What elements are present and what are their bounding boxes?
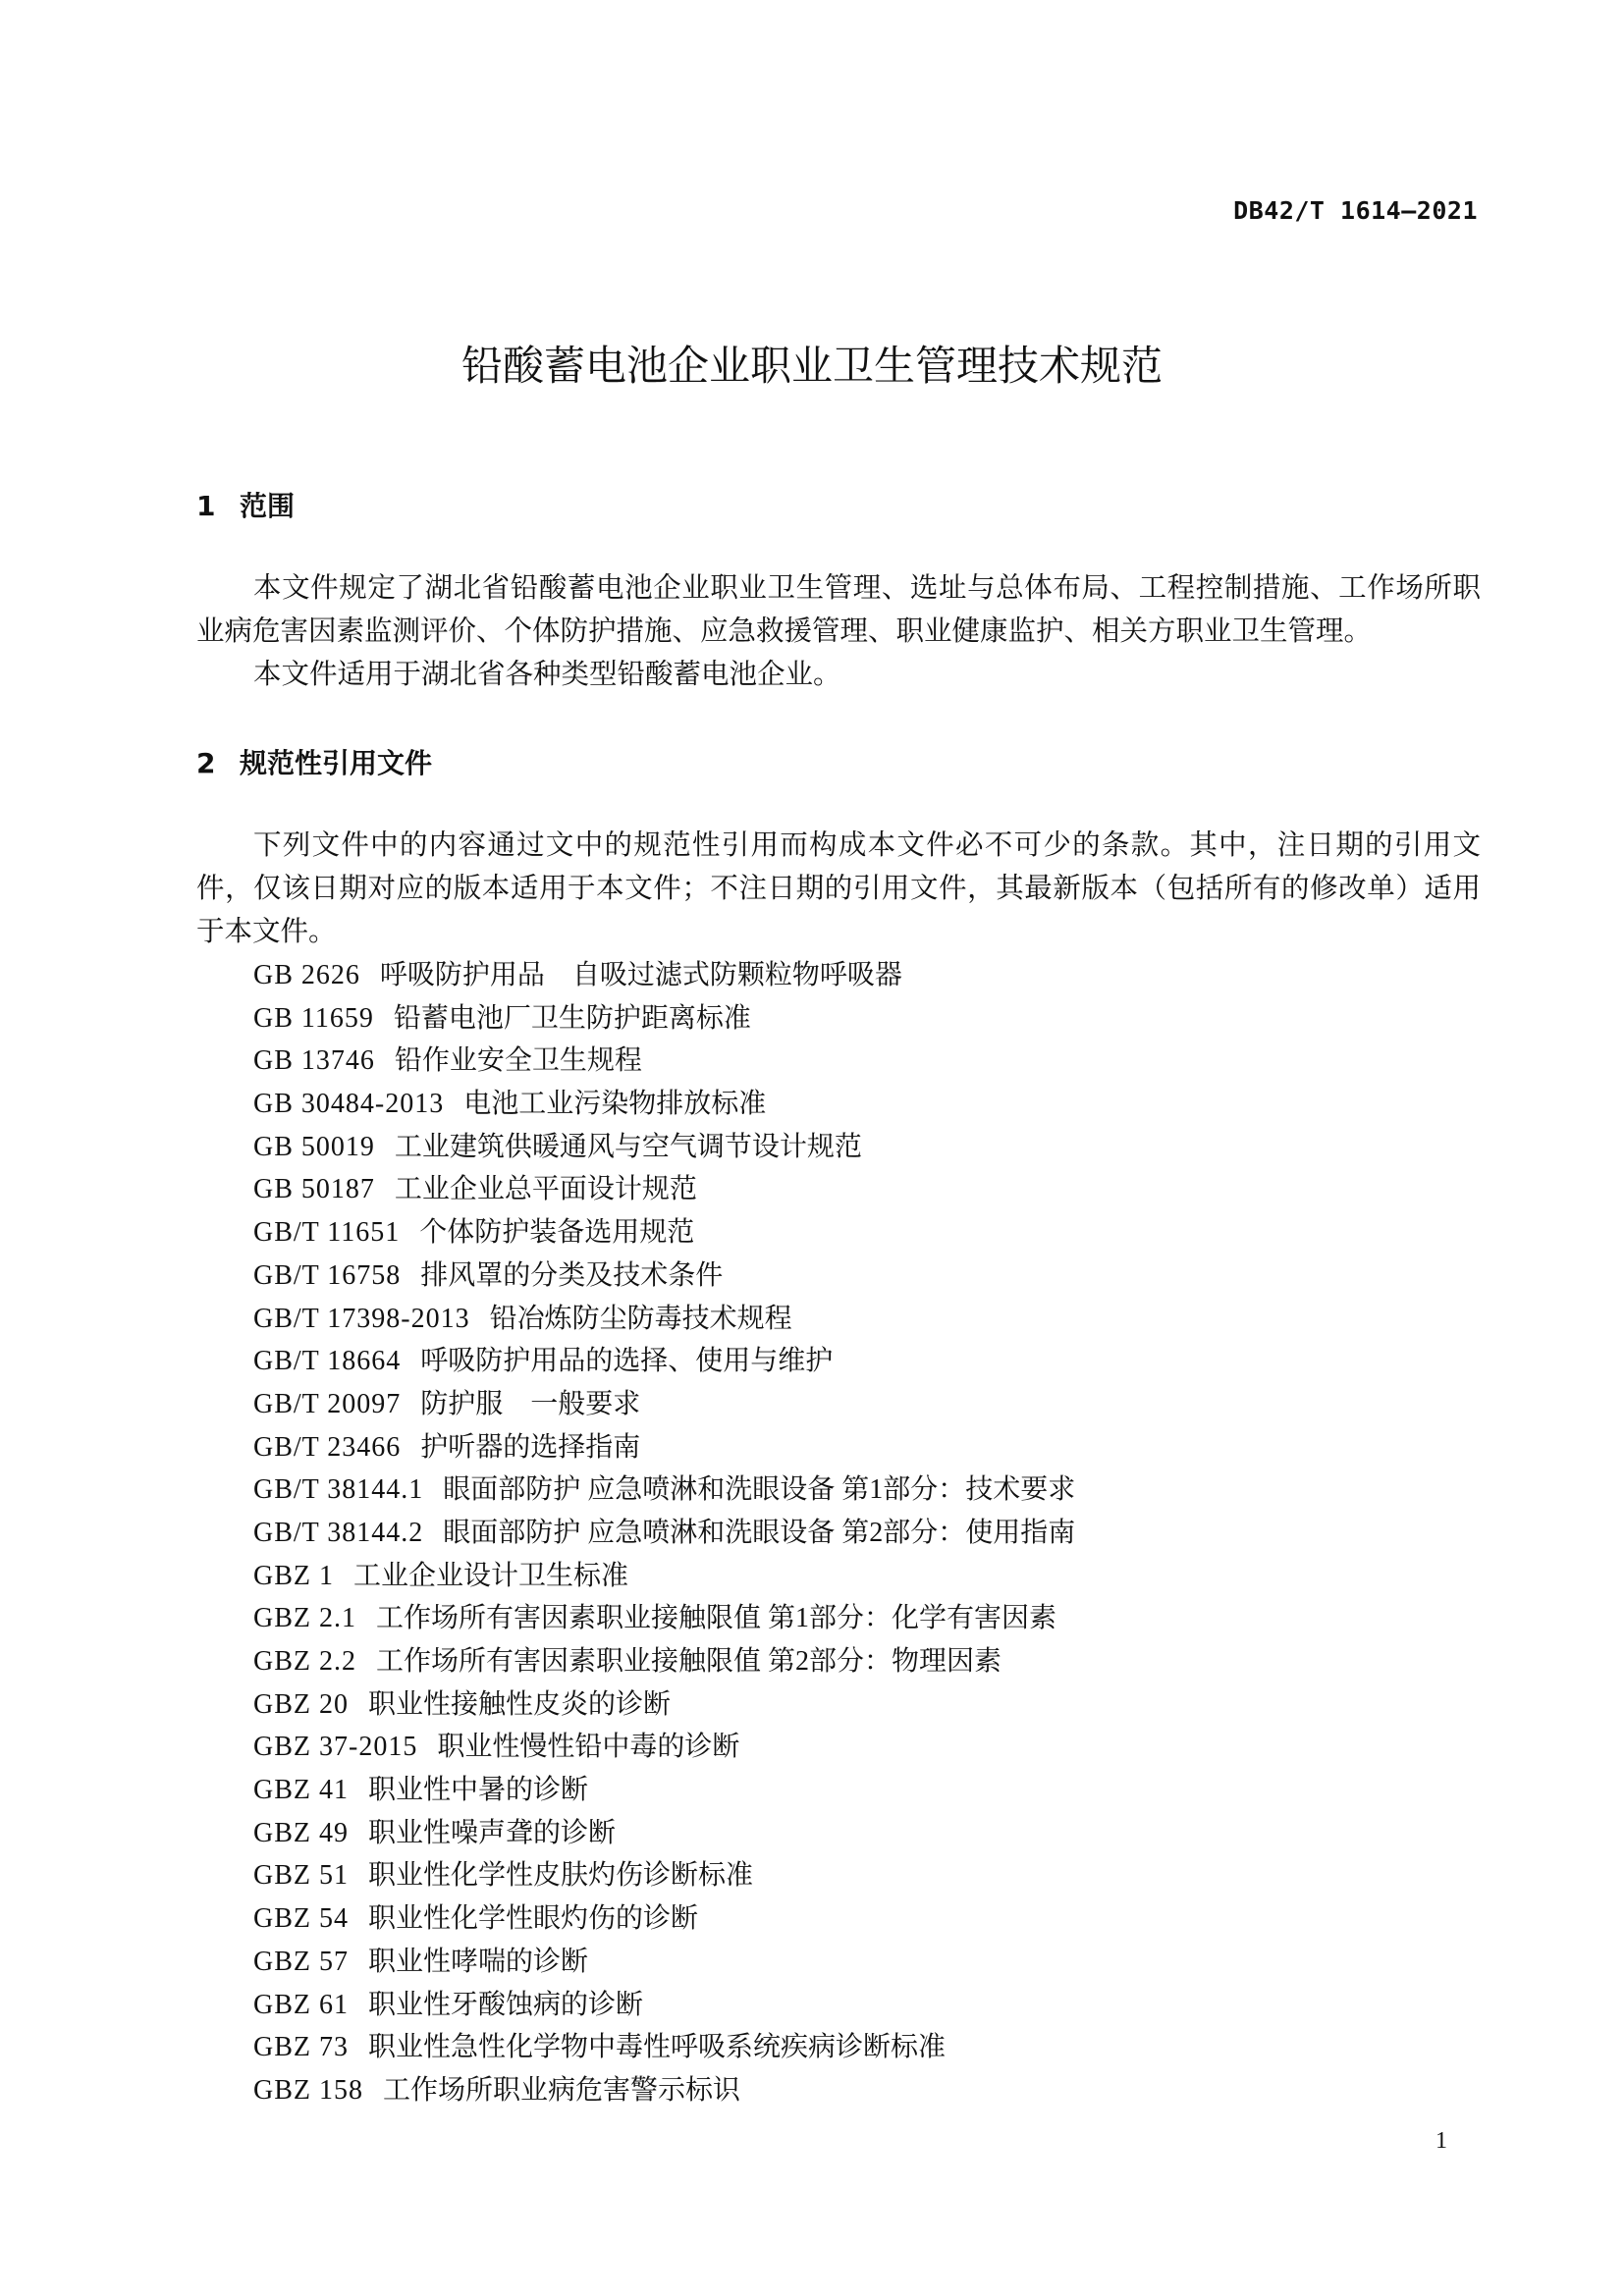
- reference-item: [253, 954, 1075, 997]
- reference-code: GB 13746: [253, 1045, 375, 1077]
- reference-title: 护听器的选择指南: [420, 1431, 641, 1463]
- reference-title: 工作场所有害因素职业接触限值 第2部分：物理因素: [376, 1646, 1002, 1677]
- reference-code: GBZ 1: [253, 1560, 334, 1591]
- reference-title: 排风罩的分类及技术条件: [420, 1259, 724, 1291]
- reference-item: [253, 1126, 1075, 1169]
- reference-item: [253, 1468, 1075, 1512]
- reference-code: GBZ 57: [253, 1946, 349, 1977]
- reference-title: 职业性化学性眼灼伤的诊断: [368, 1903, 699, 1935]
- reference-code: GB 11659: [253, 1002, 374, 1034]
- document-code: DB42/T 1614—2021: [1233, 196, 1478, 225]
- reference-item: [253, 1854, 1075, 1897]
- document-title: 铅酸蓄电池企业职业卫生管理技术规范: [460, 342, 1163, 390]
- reference-item: [253, 2069, 1075, 2112]
- reference-title: 眼面部防护 应急喷淋和洗眼设备 第1部分：技术要求: [443, 1474, 1076, 1506]
- reference-code: GBZ 37-2015: [253, 1732, 418, 1763]
- reference-item: [253, 1298, 1075, 1341]
- reference-list: [253, 954, 1075, 2112]
- reference-item: [253, 1426, 1075, 1469]
- reference-code: GBZ 41: [253, 1775, 349, 1806]
- paragraph: 本文件适用于湖北省各种类型铅酸蓄电池企业。: [253, 660, 841, 690]
- reference-item: [253, 1897, 1075, 1941]
- reference-code: GBZ 51: [253, 1860, 349, 1892]
- reference-title: 工作场所有害因素职业接触限值 第1部分：化学有害因素: [376, 1603, 1057, 1634]
- reference-title: 工业建筑供暖通风与空气调节设计规范: [394, 1131, 862, 1162]
- reference-title: 工业企业总平面设计规范: [394, 1174, 697, 1205]
- reference-code: GB/T 20097: [253, 1388, 402, 1419]
- reference-title: 呼吸防护用品 自吸过滤式防颗粒物呼吸器: [379, 960, 902, 990]
- reference-item: [253, 1941, 1075, 1984]
- section-title: 规范性引用文件: [240, 747, 433, 779]
- reference-item: [253, 1083, 1075, 1126]
- reference-item: [253, 1255, 1075, 1298]
- reference-code: GBZ 2.2: [253, 1646, 356, 1677]
- reference-title: 呼吸防护用品的选择、使用与维护: [420, 1346, 834, 1377]
- reference-item: [253, 1512, 1075, 1555]
- reference-title: 职业性慢性铅中毒的诊断: [437, 1732, 740, 1763]
- reference-title: 职业性中暑的诊断: [368, 1775, 589, 1806]
- paragraph: 本文件规定了湖北省铅酸蓄电池企业职业卫生管理、选址与总体布局、工程控制措施、工作场所职业病危害因素监测评价、个体防护措施、应急救援管理、职业健康监护、相关方职业卫生管理。: [196, 573, 1481, 647]
- reference-title: 铅蓄电池厂卫生防护距离标准: [393, 1002, 751, 1034]
- reference-item: [253, 1555, 1075, 1598]
- reference-title: 个体防护装备选用规范: [419, 1217, 695, 1249]
- reference-code: GBZ 49: [253, 1817, 349, 1848]
- reference-item: [253, 1812, 1075, 1855]
- reference-code: GBZ 20: [253, 1688, 349, 1720]
- reference-item: [253, 2026, 1075, 2069]
- section-heading-scope: [196, 485, 295, 524]
- reference-code: GB/T 38144.2: [253, 1517, 424, 1548]
- reference-code: GBZ 158: [253, 2074, 363, 2106]
- reference-code: GB 50187: [253, 1174, 375, 1205]
- reference-code: GBZ 2.1: [253, 1603, 356, 1634]
- reference-title: 职业性急性化学物中毒性呼吸系统疾病诊断标准: [368, 2032, 947, 2063]
- reference-title: 职业性噪声聋的诊断: [368, 1817, 617, 1848]
- reference-code: GB 2626: [253, 960, 360, 990]
- reference-code: GB/T 16758: [253, 1259, 402, 1291]
- reference-code: GB/T 17398-2013: [253, 1303, 470, 1334]
- reference-title: 职业性接触性皮炎的诊断: [368, 1688, 672, 1720]
- reference-code: GB/T 18664: [253, 1346, 402, 1377]
- reference-item: [253, 1597, 1075, 1640]
- section-heading-normative-references: [196, 742, 432, 781]
- reference-item: [253, 1211, 1075, 1255]
- reference-code: GB 30484-2013: [253, 1089, 445, 1120]
- reference-title: 职业性牙酸蚀病的诊断: [368, 1989, 644, 2020]
- reference-code: GBZ 61: [253, 1989, 349, 2020]
- reference-code: GBZ 73: [253, 2032, 349, 2063]
- reference-title: 铅作业安全卫生规程: [394, 1045, 642, 1077]
- reference-code: GB/T 23466: [253, 1431, 402, 1463]
- reference-item: [253, 997, 1075, 1041]
- reference-code: GB/T 11651: [253, 1217, 401, 1249]
- reference-item: [253, 1683, 1075, 1727]
- reference-title: 工作场所职业病危害警示标识: [383, 2074, 741, 2106]
- reference-item: [253, 1168, 1075, 1211]
- reference-item: [253, 1984, 1075, 2027]
- reference-code: GB/T 38144.1: [253, 1474, 424, 1506]
- reference-title: 职业性哮喘的诊断: [368, 1946, 589, 1977]
- section-number: 1: [196, 490, 216, 522]
- reference-title: 电池工业污染物排放标准: [463, 1089, 767, 1120]
- reference-item: [253, 1340, 1075, 1383]
- reference-title: 职业性化学性皮肤灼伤诊断标准: [368, 1860, 754, 1892]
- reference-item: [253, 1769, 1075, 1812]
- reference-item: [253, 1726, 1075, 1769]
- page-number: 1: [1435, 2128, 1447, 2154]
- reference-code: GBZ 54: [253, 1903, 349, 1935]
- reference-item: [253, 1640, 1075, 1683]
- reference-code: GB 50019: [253, 1131, 375, 1162]
- section-title: 范围: [240, 490, 296, 522]
- reference-item: [253, 1383, 1075, 1426]
- reference-title: 防护服 一般要求: [420, 1388, 641, 1419]
- reference-title: 工业企业设计卫生标准: [353, 1560, 629, 1591]
- reference-title: 铅冶炼防尘防毒技术规程: [489, 1303, 792, 1334]
- reference-item: [253, 1040, 1075, 1083]
- paragraph: 下列文件中的内容通过文中的规范性引用而构成本文件必不可少的条款。其中，注日期的引用文件，仅该日期对应的版本适用于本文件；不注日期的引用文件，其最新版本（包括所有的修改单）适用于本文件。: [196, 830, 1481, 947]
- section-number: 2: [196, 747, 216, 779]
- reference-title: 眼面部防护 应急喷淋和洗眼设备 第2部分：使用指南: [443, 1517, 1076, 1548]
